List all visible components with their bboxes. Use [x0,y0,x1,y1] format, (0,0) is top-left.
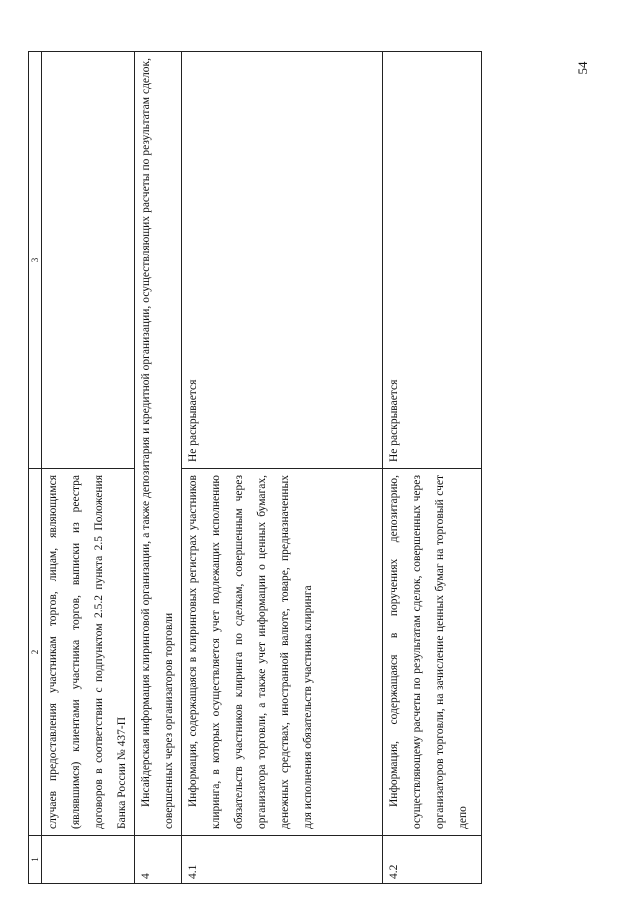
row-col3: Не раскрывается [383,52,482,469]
rotated-table-container [28,52,484,884]
table-header-row [29,52,42,884]
disclosure-table [28,51,482,884]
row-text: Информация, содержащаяся в клиринговых регистрах участников клиринга, в которых осуществляется учет подлежащих исполнению обязательств участников клиринга по сделкам, совершенным через организатора торговли, а также учет информации о ценных бумагах, денежных средствах, иностранной валюте, товаре, предназначенных для исполнения обязательств участника клиринга [182,469,383,836]
table-row [182,52,383,884]
row-col3 [42,52,135,469]
row-number: 4.2 [383,836,482,884]
row-number: 4.1 [182,836,383,884]
row-number [42,836,135,884]
header-col-1: 1 [29,836,42,884]
table-row [135,52,182,884]
continuation-text: случаев предоставления участникам торгов, лицам, являющимся (являвшимся) клиентами участника торгов, выписки из реестра договоров в соответствии с подпунктом 2.5.2 пункта 2.5 Положения Банка России № 437-П [42,469,135,836]
header-col-2: 2 [29,469,42,836]
row-col3: Не раскрывается [182,52,383,469]
table-row [42,52,135,884]
row-number: 4 [135,836,182,884]
table-row [383,52,482,884]
page-number: 54 [575,61,590,75]
section-heading-text: Инсайдерская информация клиринговой организации, а также депозитария и кредитной организации, осуществляющих расчеты по результатам сделок, совершенных через организаторов торговли [135,52,182,836]
row-text: Информация, содержащаяся в поручениях депозитарию, осуществляющему расчеты по результатам сделок, совершенных через организаторов торговли, на зачисление ценных бумаг на торговый счет депо [383,469,482,836]
header-col-3: 3 [29,52,42,469]
